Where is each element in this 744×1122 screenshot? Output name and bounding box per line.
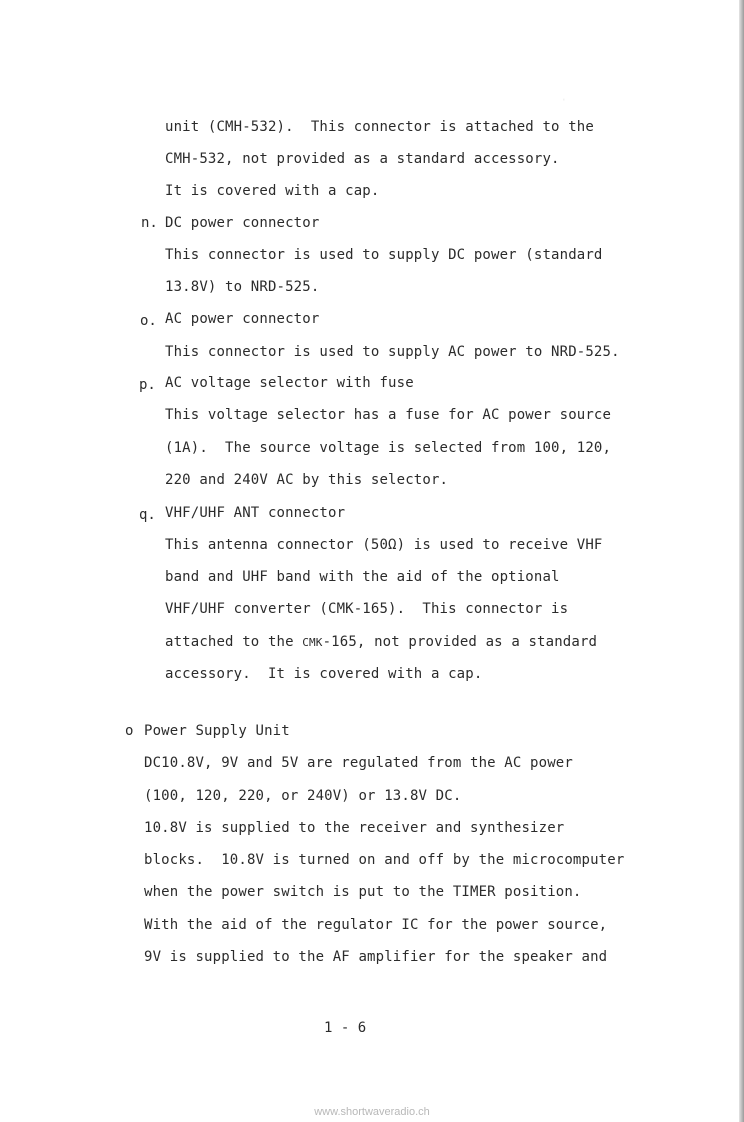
- section-title: Power Supply Unit: [144, 723, 290, 739]
- body-line: With the aid of the regulator IC for the power source,: [144, 917, 608, 933]
- footer-watermark: www.shortwaveradio.ch: [314, 1106, 430, 1118]
- body-line: 220 and 240V AC by this selector.: [165, 472, 449, 488]
- body-line: unit (CMH-532). This connector is attached to the: [165, 119, 594, 135]
- body-line: 13.8V) to NRD-525.: [165, 279, 320, 295]
- item-marker: p.: [139, 377, 156, 393]
- body-line: It is covered with a cap.: [165, 183, 380, 199]
- item-title: AC power connector: [165, 311, 320, 327]
- body-line: (100, 120, 220, or 240V) or 13.8V DC.: [144, 788, 462, 804]
- item-title: VHF/UHF ANT connector: [165, 505, 346, 521]
- item-title: DC power connector: [165, 215, 320, 231]
- body-line: This antenna connector (50Ω) is used to receive VHF: [165, 537, 603, 553]
- body-line: accessory. It is covered with a cap.: [165, 666, 483, 682]
- body-line: (1A). The source voltage is selected from 100, 120,: [165, 440, 612, 456]
- body-line: when the power switch is put to the TIMER position.: [144, 884, 582, 900]
- section-bullet: o: [125, 723, 134, 739]
- body-line: This connector is used to supply DC power (standard: [165, 247, 603, 263]
- text-segment: attached to the: [165, 634, 303, 650]
- text-segment: CMK: [302, 636, 323, 649]
- body-line: VHF/UHF converter (CMK-165). This connector is: [165, 601, 569, 617]
- page-edge-shadow: [739, 0, 744, 1122]
- item-title: AC voltage selector with fuse: [165, 375, 414, 391]
- item-marker: q.: [139, 507, 156, 523]
- item-marker: o.: [140, 313, 157, 329]
- text-segment: -165, not provided as a standard: [322, 634, 598, 650]
- body-line: 10.8V is supplied to the receiver and synthesizer: [144, 820, 565, 836]
- body-line: band and UHF band with the aid of the optional: [165, 569, 560, 585]
- bleed-through: ·: [560, 92, 568, 107]
- body-line: 9V is supplied to the AF amplifier for the speaker and: [144, 949, 608, 965]
- body-line: blocks. 10.8V is turned on and off by the microcomputer: [144, 852, 625, 868]
- body-line: This voltage selector has a fuse for AC power source: [165, 407, 612, 423]
- body-line: This connector is used to supply AC power to NRD-525.: [165, 344, 620, 360]
- body-line: [165, 634, 597, 651]
- body-line: DC10.8V, 9V and 5V are regulated from the AC power: [144, 755, 573, 771]
- body-line: CMH-532, not provided as a standard accessory.: [165, 151, 560, 167]
- item-marker: n.: [141, 215, 158, 231]
- page-number: 1 - 6: [324, 1020, 367, 1036]
